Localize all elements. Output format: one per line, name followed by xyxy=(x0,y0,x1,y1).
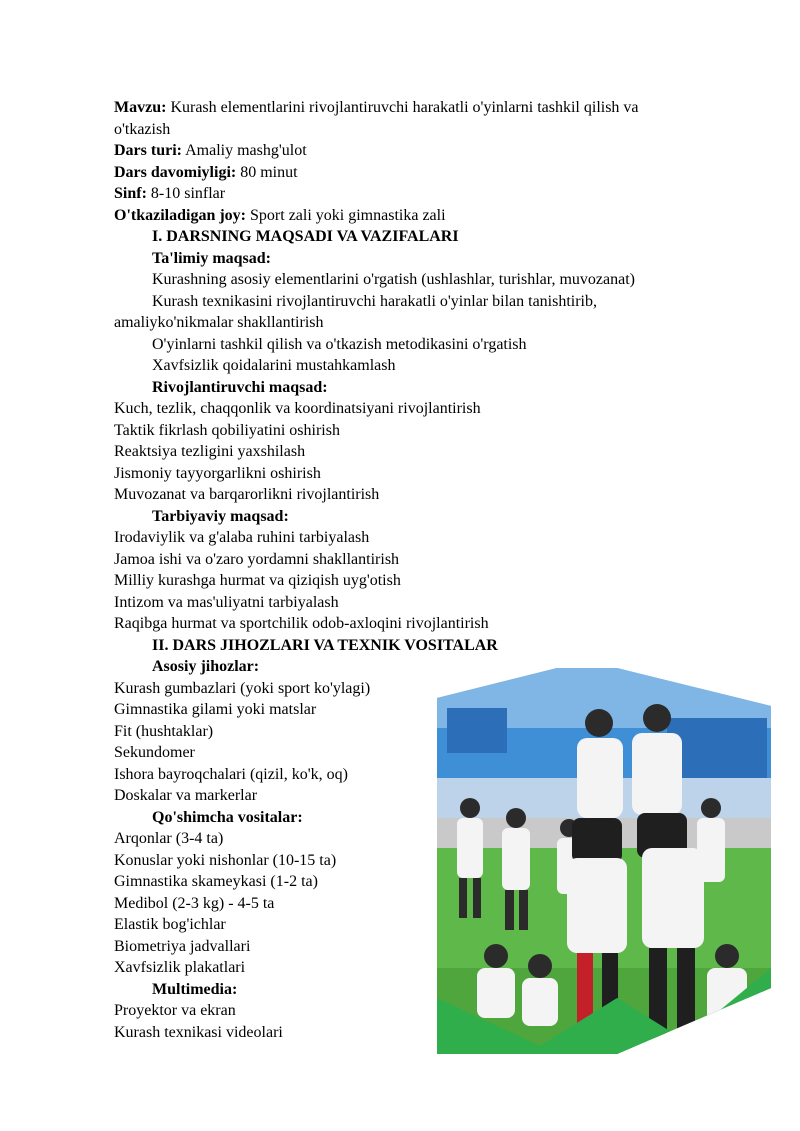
section-title-goals: I. DARSNING MAQSADI VA VAZIFALARI xyxy=(152,228,459,245)
students-wrestling-game-photo xyxy=(437,668,771,1054)
list-item: Kurashning asosiy elementlarini o'rgatish (ushlashlar, turishlar, muvozanat) xyxy=(152,271,635,288)
list-item: Ishora bayroqchalari (qizil, ko'k, oq) xyxy=(114,765,348,783)
list-item: Muvozanat va barqarorlikni rivojlantirish xyxy=(114,486,380,503)
list-item: Fit (hushtaklar) xyxy=(114,722,214,740)
subheading-educational-goal: Ta'limiy maqsad: xyxy=(152,249,271,267)
list-item: Elastik bog'ichlar xyxy=(114,916,226,933)
list-item: Sekundomer xyxy=(114,744,195,761)
list-item: Kurash texnikasini rivojlantiruvchi harakatli o'yinlar bilan tanishtirib, xyxy=(152,292,597,310)
lesson-type-line: Dars turi: Amaliy mashg'ulot xyxy=(114,142,307,159)
list-item: Reaktsiya tezligini yaxshilash xyxy=(114,443,306,460)
subheading-additional-tools: Qo'shimcha vositalar: xyxy=(152,808,303,826)
list-item: Gimnastika skameykasi (1-2 ta) xyxy=(114,873,318,890)
list-item: Xavfsizlik plakatlari xyxy=(114,959,246,976)
grade-line: Sinf: 8-10 sinflar xyxy=(114,185,226,202)
venue-line: O'tkaziladigan joy: Sport zali yoki gimnastika zali xyxy=(114,206,446,224)
photo-illustration-icon xyxy=(437,668,771,1054)
topic-line-continued: o'tkazish xyxy=(114,120,171,138)
list-item: Irodaviylik va g'alaba ruhini tarbiyalash xyxy=(114,529,370,546)
subheading-main-equipment: Asosiy jihozlar: xyxy=(152,658,260,675)
list-item: Kurash texnikasi videolari xyxy=(114,1023,283,1041)
subheading-upbringing-goal: Tarbiyaviy maqsad: xyxy=(152,507,289,525)
list-item: Jamoa ishi va o'zaro yordamni shakllantirish xyxy=(114,550,400,568)
subheading-developmental-goal: Rivojlantiruvchi maqsad: xyxy=(152,378,328,396)
list-item: Medibol (2-3 kg) - 4-5 ta xyxy=(114,894,275,912)
list-item: Proyektor va ekran xyxy=(114,1002,236,1019)
list-item: Intizom va mas'uliyatni tarbiyalash xyxy=(114,593,339,611)
list-item: Biometriya jadvallari xyxy=(114,937,251,955)
list-item: Konuslar yoki nishonlar (10-15 ta) xyxy=(114,851,337,869)
list-item: Jismoniy tayyorgarlikni oshirish xyxy=(114,464,321,482)
list-item: Gimnastika gilami yoki matslar xyxy=(114,701,317,718)
list-item: O'yinlarni tashkil qilish va o'tkazish metodikasini o'rgatish xyxy=(152,335,527,353)
subheading-multimedia: Multimedia: xyxy=(152,980,238,998)
list-item: Taktik fikrlash qobiliyatini oshirish xyxy=(114,421,340,439)
list-item: Kurash gumbazlari (yoki sport ko'ylagi) xyxy=(114,679,371,697)
list-item: Kuch, tezlik, chaqqonlik va koordinatsiyani rivojlantirish xyxy=(114,400,481,417)
lesson-duration-line: Dars davomiyligi: 80 minut xyxy=(114,163,298,181)
list-item: Doskalar va markerlar xyxy=(114,787,258,804)
list-item: Xavfsizlik qoidalarini mustahkamlash xyxy=(152,357,396,374)
list-item: Arqonlar (3-4 ta) xyxy=(114,830,224,847)
section-title-equipment: II. DARS JIHOZLARI VA TEXNIK VOSITALAR xyxy=(152,636,498,654)
list-item-continued: amaliyko'nikmalar shakllantirish xyxy=(114,314,324,331)
list-item: Milliy kurashga hurmat va qiziqish uyg'otish xyxy=(114,572,401,589)
list-item: Raqibga hurmat va sportchilik odob-axloqini rivojlantirish xyxy=(114,615,489,632)
topic-line: Mavzu: Kurash elementlarini rivojlantiruvchi harakatli o'yinlarni tashkil qilish va xyxy=(114,99,639,116)
